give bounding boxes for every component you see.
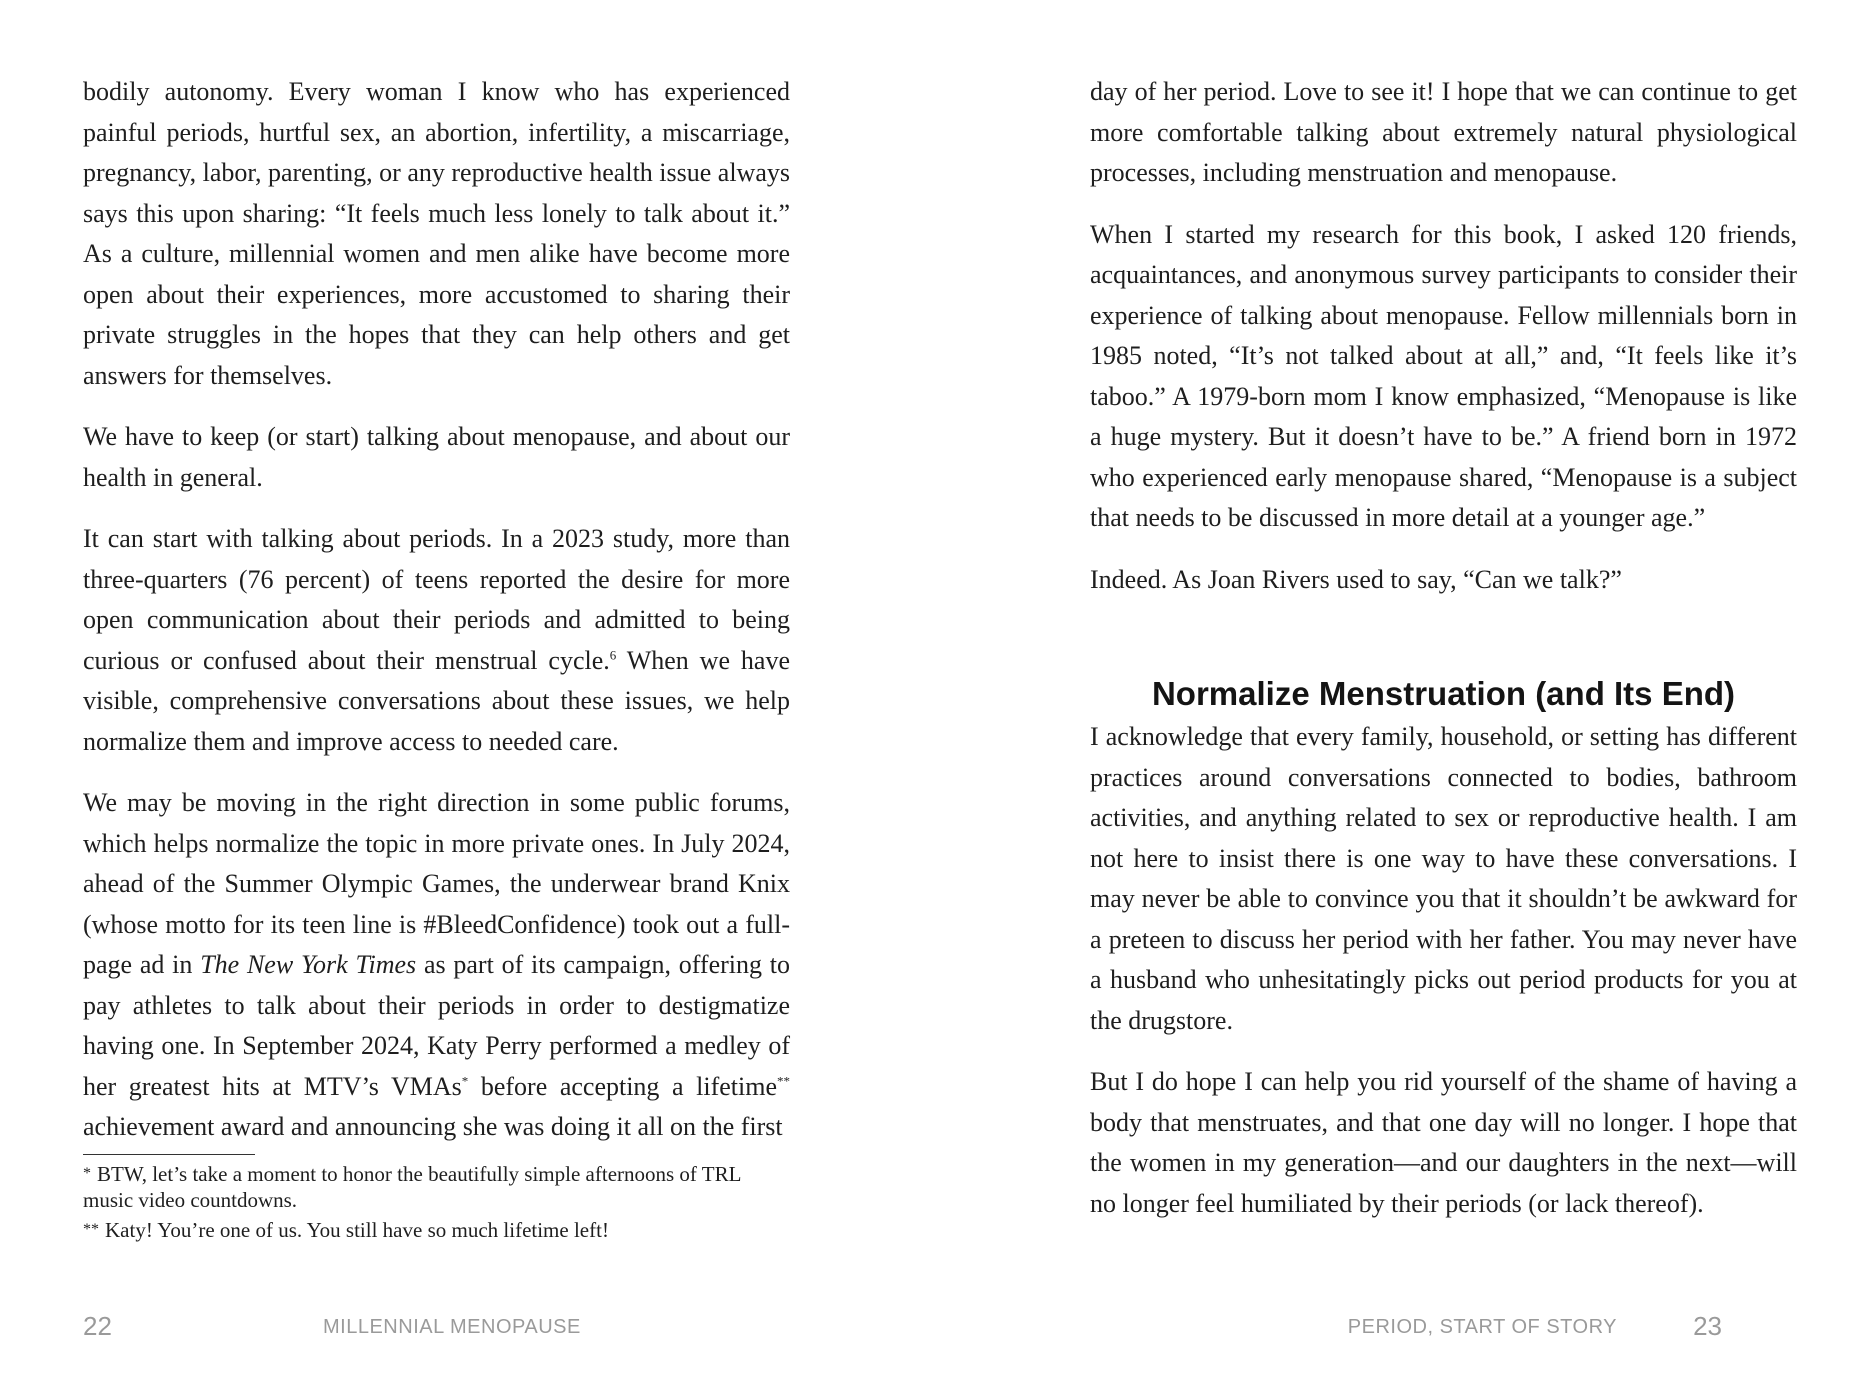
- paragraph: bodily autonomy. Every woman I know who has experienced painful periods, hurtful sex, an abortion, infertility, a miscarriage, pregnancy, labor, parenting, or any reproductive health issue always says this upon sharing: “It feels much less lonely to talk about it.” As a culture, millennial women and men alike have become more open about their experiences, more accustomed to sharing their private struggles in the hopes that they can help others and get answers for themselves.: [83, 77, 790, 390]
- paragraph: But I do hope I can help you rid yourself of the shame of having a body that menstruates, and that one day will no longer. I hope that the women in my generation—and our daughters in the next—will no longer feel humiliated by their periods (or lack thereof).: [1090, 1067, 1797, 1218]
- footnote-mark: *: [83, 1165, 91, 1182]
- paragraph-text: before accepting a lifetime: [468, 1071, 777, 1101]
- paragraph: I acknowledge that every family, household, or setting has different practices around conversations connected to bodies, bathroom activities, and anything related to sex or reproductive health. I am not here to insist there is one way to have these conversations. I may never be able to convince you that it shouldn’t be awkward for a preteen to discuss her period with her father. You may never have a husband who unhesitatingly picks out period products for you at the drugstore.: [1090, 722, 1797, 1035]
- page-number: 23: [1693, 1311, 1722, 1341]
- footnote-mark: **: [83, 1221, 99, 1238]
- paragraph: We have to keep (or start) talking about menopause, and about our health in general.: [83, 422, 790, 492]
- footnote-text: BTW, let’s take a moment to honor the beautifully simple afternoons of TRL music video countdowns.: [83, 1162, 741, 1212]
- paragraph-text: achievement award and announcing she was doing it all on the first: [83, 1112, 783, 1141]
- footnote-divider: [83, 1154, 255, 1155]
- paragraph-text: as part of its campaign, offering to pay athletes to talk about their periods in order to destigmatize having one. In September 2024, Katy Perry performed a medley of her greatest hits at MTV’s VMAs: [83, 950, 790, 1101]
- publication-title: The New York Times: [200, 950, 417, 979]
- section-heading: Normalize Menstruation (and Its End): [1151, 675, 1736, 712]
- footnote-reference[interactable]: *: [461, 1072, 469, 1088]
- page-number: 22: [83, 1311, 112, 1341]
- right-page: [932, 0, 1863, 1396]
- footnote: [83, 1161, 790, 1213]
- paragraph-text: It can start with talking about periods. In a 2023 study, more than three-quarters (76 percent) of teens reported the desire for more open communication about their periods and admitted to being curious or confused about their menstrual cycle.: [83, 524, 790, 675]
- footnote-reference[interactable]: **: [777, 1072, 790, 1088]
- paragraph-text: When we have visible, comprehensive conversations about these issues, we help normalize them and improve access to needed care.: [83, 645, 790, 756]
- paragraph: [83, 519, 790, 762]
- right-page-body: [1090, 72, 1797, 1245]
- footnotes: [83, 1161, 790, 1247]
- footnote: [83, 1217, 790, 1243]
- paragraph: Indeed. As Joan Rivers used to say, “Can we talk?”: [1090, 564, 1622, 594]
- paragraph: day of her period. Love to see it! I hope that we can continue to get more comfortable talking about extremely natural physiological processes, including menstruation and menopause.: [1090, 77, 1797, 187]
- running-head-chapter-title: PERIOD, START OF STORY: [1347, 1316, 1617, 1338]
- footnote-text: Katy! You’re one of us. You still have so much lifetime left!: [105, 1218, 609, 1242]
- left-page: [0, 0, 931, 1396]
- paragraph-text: We may be moving in the right direction in some public forums, which helps normalize the topic in more private ones. In July 2024, ahead of the Summer Olympic Games, the underwear brand Knix (whose motto for its teen line is #BleedConfidence) took out a full-page ad in: [83, 788, 790, 979]
- endnote-reference[interactable]: 6: [609, 646, 617, 662]
- paragraph: When I started my research for this book, I asked 120 friends, acquaintances, and anonymous survey participants to consider their experience of talking about menopause. Fellow millennials born in 1985 noted, “It’s not talked about at all,” and, “It feels like it’s taboo.” A 1979-born mom I know emphasized, “Menopause is like a huge mystery. But it doesn’t have to be.” A friend born in 1972 who experienced early menopause shared, “Menopause is a subject that needs to be discussed in more detail at a younger age.”: [1090, 219, 1797, 532]
- paragraph: [83, 783, 790, 1148]
- running-head-book-title: MILLENNIAL MENOPAUSE: [323, 1316, 581, 1338]
- left-page-body: [83, 72, 790, 1169]
